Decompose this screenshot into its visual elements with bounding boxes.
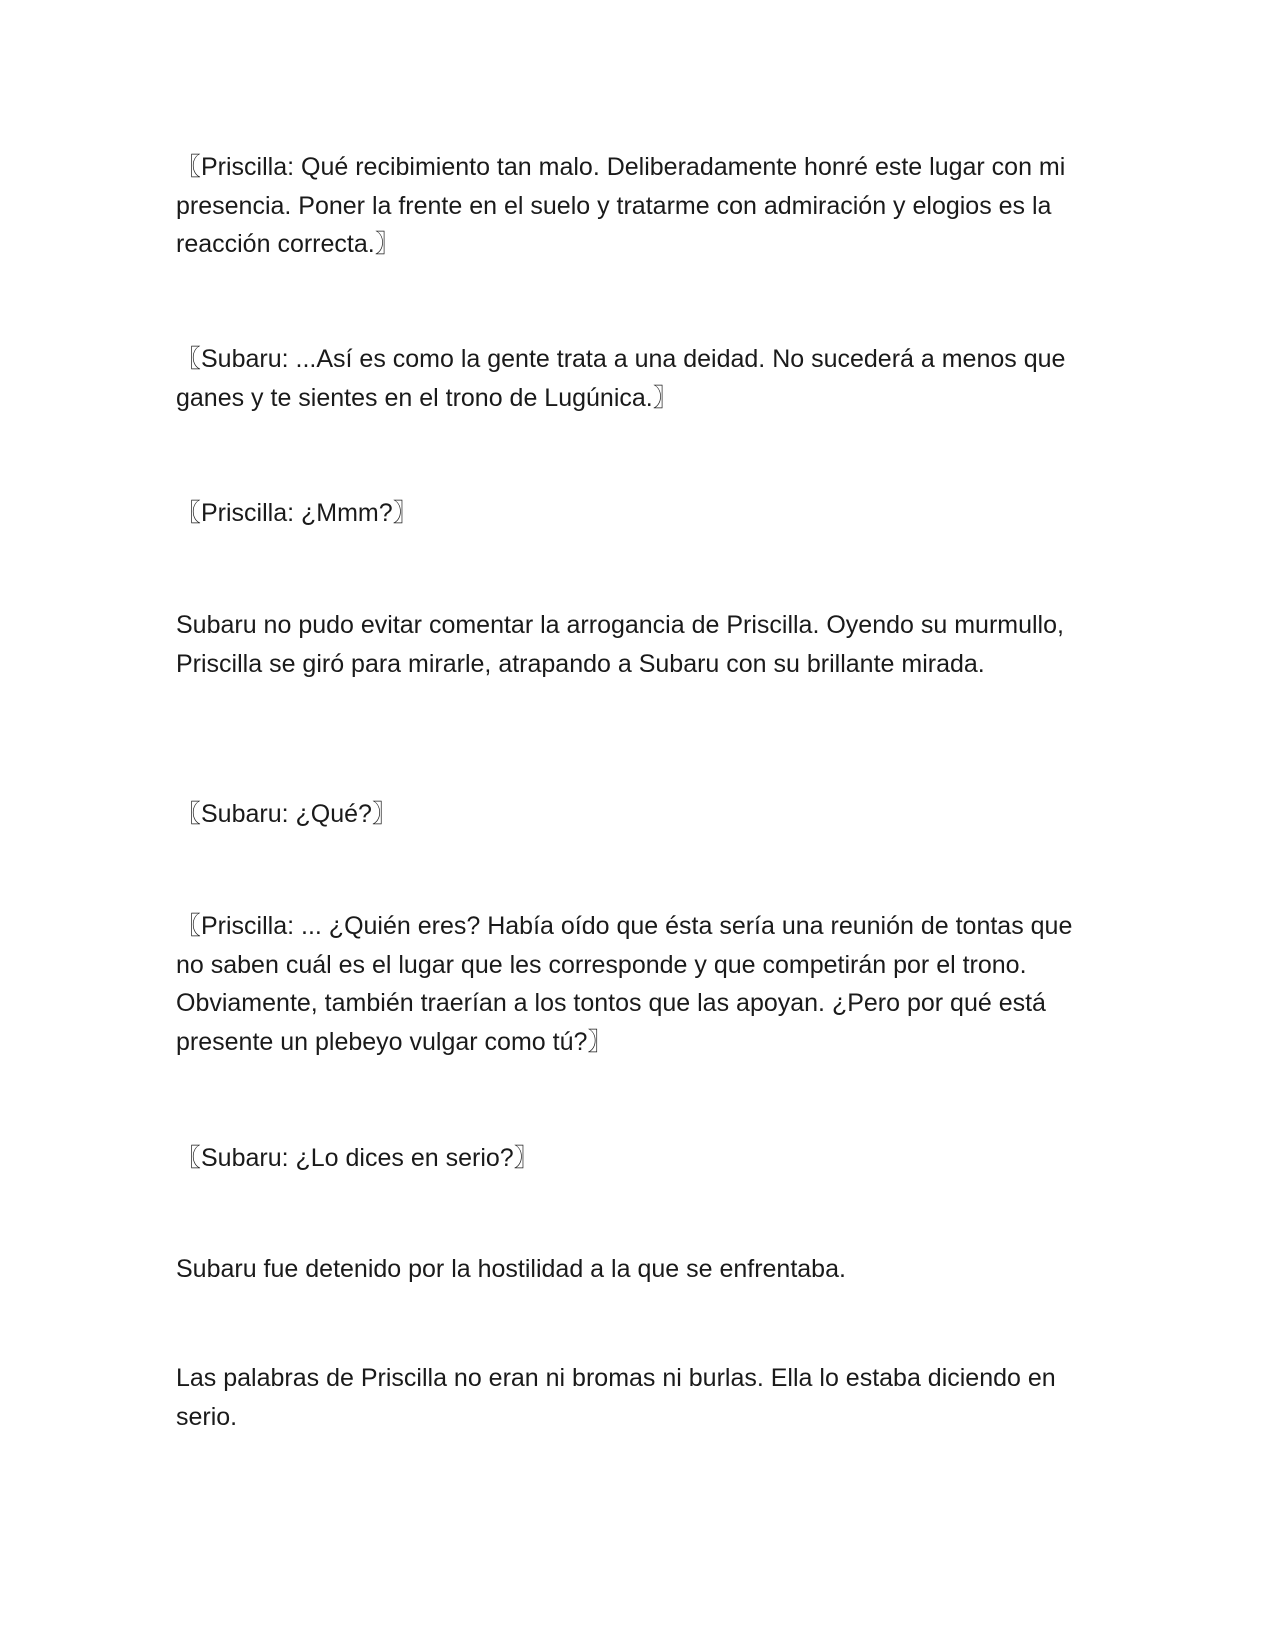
narration-arrogance: Subaru no pudo evitar comentar la arrogancia de Priscilla. Oyendo su murmullo, Priscilla se giró para mirarle, atrapando a Subaru con su brillante mirada. (176, 611, 1071, 678)
dialogue-priscilla-greeting: 〖Priscilla: Qué recibimiento tan malo. Deliberadamente honré este lugar con mi presencia. Poner la frente en el suelo y tratarme con admiración y elogios es la reacción correcta.〗 (176, 153, 1073, 258)
dialogue-subaru-deity: 〖Subaru: ...Así es como la gente trata a una deidad. No sucederá a menos que ganes y te sientes en el trono de Lugúnica.〗 (176, 345, 1073, 412)
dialogue-subaru-en-serio: 〖Subaru: ¿Lo dices en serio?〗 (176, 1144, 539, 1172)
narration-serious: Las palabras de Priscilla no eran ni bromas ni burlas. Ella lo estaba diciendo en serio. (176, 1364, 1063, 1431)
dialogue-priscilla-quien-eres: 〖Priscilla: ... ¿Quién eres? Había oído que ésta sería una reunión de tontas que no saben cuál es el lugar que les corresponde y que competirán por el trono. Obviamente, también traerían a los tontos que las apoyan. ¿Pero por qué está presente un plebeyo vulgar como tú?〗 (176, 912, 1080, 1056)
dialogue-priscilla-mmm: 〖Priscilla: ¿Mmm?〗 (176, 499, 418, 527)
dialogue-subaru-que: 〖Subaru: ¿Qué?〗 (176, 800, 397, 828)
narration-hostility: Subaru fue detenido por la hostilidad a la que se enfrentaba. (176, 1255, 846, 1283)
